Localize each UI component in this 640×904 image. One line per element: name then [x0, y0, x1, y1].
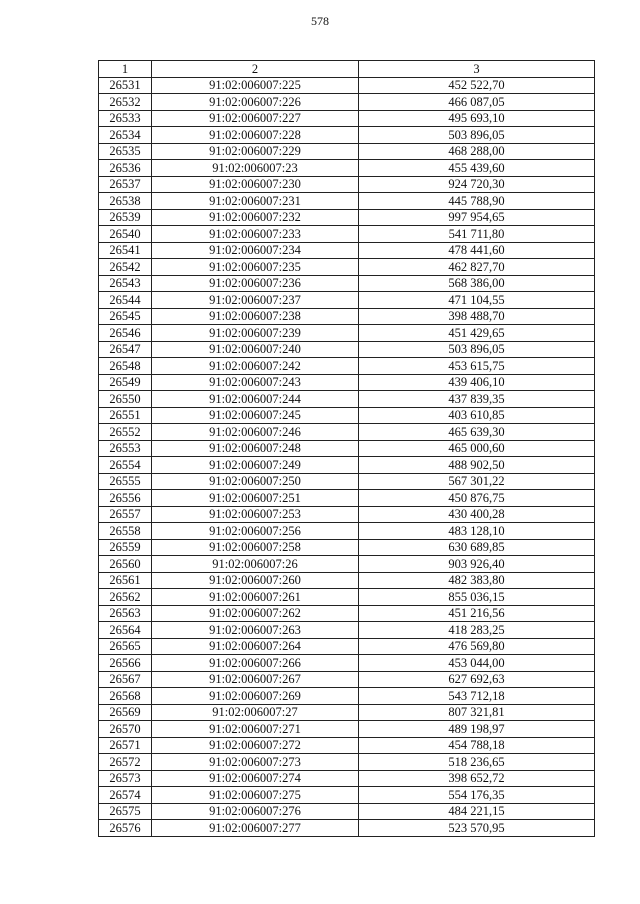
cadastral-number-cell: 91:02:006007:276: [152, 803, 359, 820]
cadastral-number-cell: 91:02:006007:23: [152, 160, 359, 177]
cadastral-value-cell: 398 652,72: [359, 770, 595, 787]
cadastral-value-table: [98, 60, 595, 837]
cadastral-value-cell: 476 569,80: [359, 638, 595, 655]
table-row: [99, 721, 595, 738]
row-number-cell: 26547: [99, 341, 152, 358]
row-number-cell: 26533: [99, 110, 152, 127]
table-row: [99, 391, 595, 408]
cadastral-value-cell: 484 221,15: [359, 803, 595, 820]
row-number-cell: 26551: [99, 407, 152, 424]
table-row: [99, 572, 595, 589]
row-number-cell: 26540: [99, 226, 152, 243]
cadastral-number-cell: 91:02:006007:27: [152, 704, 359, 721]
cadastral-value-cell: 465 000,60: [359, 440, 595, 457]
table-row: [99, 490, 595, 507]
table-row: [99, 638, 595, 655]
row-number-cell: 26562: [99, 589, 152, 606]
cadastral-value-cell: 452 522,70: [359, 77, 595, 94]
table-row: [99, 655, 595, 672]
column-header-3: 3: [359, 61, 595, 78]
table-row: [99, 589, 595, 606]
row-number-cell: 26536: [99, 160, 152, 177]
row-number-cell: 26563: [99, 605, 152, 622]
row-number-cell: 26541: [99, 242, 152, 259]
table-row: [99, 803, 595, 820]
table-row: [99, 787, 595, 804]
row-number-cell: 26539: [99, 209, 152, 226]
cadastral-value-cell: 437 839,35: [359, 391, 595, 408]
row-number-cell: 26543: [99, 275, 152, 292]
cadastral-number-cell: 91:02:006007:274: [152, 770, 359, 787]
table-row: [99, 143, 595, 160]
cadastral-value-cell: 488 902,50: [359, 457, 595, 474]
table-row: [99, 407, 595, 424]
table-row: [99, 688, 595, 705]
row-number-cell: 26545: [99, 308, 152, 325]
row-number-cell: 26531: [99, 77, 152, 94]
cadastral-value-cell: 462 827,70: [359, 259, 595, 276]
cadastral-number-cell: 91:02:006007:244: [152, 391, 359, 408]
cadastral-number-cell: 91:02:006007:238: [152, 308, 359, 325]
table-body: [99, 77, 595, 836]
cadastral-number-cell: 91:02:006007:272: [152, 737, 359, 754]
row-number-cell: 26575: [99, 803, 152, 820]
row-number-cell: 26535: [99, 143, 152, 160]
row-number-cell: 26542: [99, 259, 152, 276]
table-row: [99, 292, 595, 309]
table-row: [99, 259, 595, 276]
row-number-cell: 26556: [99, 490, 152, 507]
cadastral-number-cell: 91:02:006007:225: [152, 77, 359, 94]
row-number-cell: 26567: [99, 671, 152, 688]
cadastral-number-cell: 91:02:006007:229: [152, 143, 359, 160]
cadastral-value-cell: 478 441,60: [359, 242, 595, 259]
cadastral-value-cell: 451 216,56: [359, 605, 595, 622]
cadastral-number-cell: 91:02:006007:256: [152, 523, 359, 540]
cadastral-number-cell: 91:02:006007:226: [152, 94, 359, 111]
cadastral-value-cell: 418 283,25: [359, 622, 595, 639]
table-row: [99, 440, 595, 457]
row-number-cell: 26544: [99, 292, 152, 309]
table-row: [99, 737, 595, 754]
cadastral-value-cell: 483 128,10: [359, 523, 595, 540]
cadastral-number-cell: 91:02:006007:261: [152, 589, 359, 606]
cadastral-number-cell: 91:02:006007:236: [152, 275, 359, 292]
cadastral-value-cell: 503 896,05: [359, 341, 595, 358]
cadastral-number-cell: 91:02:006007:264: [152, 638, 359, 655]
cadastral-number-cell: 91:02:006007:237: [152, 292, 359, 309]
cadastral-value-cell: 630 689,85: [359, 539, 595, 556]
cadastral-value-cell: 471 104,55: [359, 292, 595, 309]
cadastral-number-cell: 91:02:006007:267: [152, 671, 359, 688]
table-row: [99, 457, 595, 474]
cadastral-number-cell: 91:02:006007:248: [152, 440, 359, 457]
table-row: [99, 226, 595, 243]
table-row: [99, 473, 595, 490]
cadastral-number-cell: 91:02:006007:273: [152, 754, 359, 771]
cadastral-number-cell: 91:02:006007:253: [152, 506, 359, 523]
row-number-cell: 26574: [99, 787, 152, 804]
cadastral-value-cell: 439 406,10: [359, 374, 595, 391]
table-row: [99, 275, 595, 292]
cadastral-number-cell: 91:02:006007:235: [152, 259, 359, 276]
table-row: [99, 539, 595, 556]
row-number-cell: 26555: [99, 473, 152, 490]
cadastral-value-cell: 997 954,65: [359, 209, 595, 226]
cadastral-value-cell: 482 383,80: [359, 572, 595, 589]
cadastral-value-cell: 568 386,00: [359, 275, 595, 292]
cadastral-number-cell: 91:02:006007:243: [152, 374, 359, 391]
row-number-cell: 26552: [99, 424, 152, 441]
cadastral-value-cell: 855 036,15: [359, 589, 595, 606]
table-row: [99, 556, 595, 573]
cadastral-value-cell: 455 439,60: [359, 160, 595, 177]
row-number-cell: 26532: [99, 94, 152, 111]
cadastral-value-cell: 445 788,90: [359, 193, 595, 210]
cadastral-number-cell: 91:02:006007:269: [152, 688, 359, 705]
table-row: [99, 820, 595, 837]
cadastral-number-cell: 91:02:006007:231: [152, 193, 359, 210]
cadastral-number-cell: 91:02:006007:239: [152, 325, 359, 342]
table-row: [99, 424, 595, 441]
cadastral-value-cell: 554 176,35: [359, 787, 595, 804]
cadastral-value-cell: 495 693,10: [359, 110, 595, 127]
cadastral-number-cell: 91:02:006007:240: [152, 341, 359, 358]
row-number-cell: 26558: [99, 523, 152, 540]
row-number-cell: 26571: [99, 737, 152, 754]
cadastral-value-cell: 451 429,65: [359, 325, 595, 342]
row-number-cell: 26561: [99, 572, 152, 589]
table-row: [99, 242, 595, 259]
cadastral-number-cell: 91:02:006007:271: [152, 721, 359, 738]
cadastral-number-cell: 91:02:006007:277: [152, 820, 359, 837]
cadastral-number-cell: 91:02:006007:275: [152, 787, 359, 804]
cadastral-value-cell: 454 788,18: [359, 737, 595, 754]
table-row: [99, 176, 595, 193]
table-row: [99, 193, 595, 210]
cadastral-number-cell: 91:02:006007:251: [152, 490, 359, 507]
table-row: [99, 605, 595, 622]
table-row: [99, 671, 595, 688]
row-number-cell: 26546: [99, 325, 152, 342]
row-number-cell: 26557: [99, 506, 152, 523]
row-number-cell: 26568: [99, 688, 152, 705]
row-number-cell: 26553: [99, 440, 152, 457]
cadastral-number-cell: 91:02:006007:262: [152, 605, 359, 622]
cadastral-number-cell: 91:02:006007:266: [152, 655, 359, 672]
table-row: [99, 754, 595, 771]
cadastral-value-cell: 541 711,80: [359, 226, 595, 243]
cadastral-value-cell: 468 288,00: [359, 143, 595, 160]
row-number-cell: 26554: [99, 457, 152, 474]
cadastral-value-cell: 430 400,28: [359, 506, 595, 523]
cadastral-number-cell: 91:02:006007:227: [152, 110, 359, 127]
cadastral-number-cell: 91:02:006007:258: [152, 539, 359, 556]
cadastral-value-cell: 523 570,95: [359, 820, 595, 837]
column-header-2: 2: [152, 61, 359, 78]
cadastral-value-cell: 503 896,05: [359, 127, 595, 144]
table-row: [99, 308, 595, 325]
row-number-cell: 26566: [99, 655, 152, 672]
row-number-cell: 26560: [99, 556, 152, 573]
table-row: [99, 622, 595, 639]
cadastral-value-cell: 453 044,00: [359, 655, 595, 672]
row-number-cell: 26559: [99, 539, 152, 556]
table-row: [99, 523, 595, 540]
cadastral-number-cell: 91:02:006007:263: [152, 622, 359, 639]
cadastral-value-cell: 543 712,18: [359, 688, 595, 705]
table-row: [99, 127, 595, 144]
row-number-cell: 26570: [99, 721, 152, 738]
row-number-cell: 26576: [99, 820, 152, 837]
table-row: [99, 341, 595, 358]
table-row: [99, 374, 595, 391]
row-number-cell: 26565: [99, 638, 152, 655]
cadastral-value-cell: 453 615,75: [359, 358, 595, 375]
row-number-cell: 26538: [99, 193, 152, 210]
table-row: [99, 358, 595, 375]
cadastral-number-cell: 91:02:006007:26: [152, 556, 359, 573]
cadastral-value-cell: 403 610,85: [359, 407, 595, 424]
page-number: 578: [311, 14, 329, 28]
row-number-cell: 26564: [99, 622, 152, 639]
cadastral-value-cell: 627 692,63: [359, 671, 595, 688]
column-header-1: 1: [99, 61, 152, 78]
cadastral-value-cell: 398 488,70: [359, 308, 595, 325]
row-number-cell: 26549: [99, 374, 152, 391]
cadastral-number-cell: 91:02:006007:260: [152, 572, 359, 589]
cadastral-value-cell: 924 720,30: [359, 176, 595, 193]
cadastral-number-cell: 91:02:006007:232: [152, 209, 359, 226]
cadastral-number-cell: 91:02:006007:234: [152, 242, 359, 259]
cadastral-value-cell: 465 639,30: [359, 424, 595, 441]
cadastral-number-cell: 91:02:006007:230: [152, 176, 359, 193]
cadastral-number-cell: 91:02:006007:228: [152, 127, 359, 144]
row-number-cell: 26573: [99, 770, 152, 787]
table-row: [99, 325, 595, 342]
row-number-cell: 26550: [99, 391, 152, 408]
cadastral-value-cell: 567 301,22: [359, 473, 595, 490]
row-number-cell: 26569: [99, 704, 152, 721]
table-row: [99, 704, 595, 721]
cadastral-number-cell: 91:02:006007:245: [152, 407, 359, 424]
table-row: [99, 160, 595, 177]
row-number-cell: 26572: [99, 754, 152, 771]
table-row: [99, 94, 595, 111]
table-header-row: [99, 61, 595, 78]
table-row: [99, 110, 595, 127]
table-row: [99, 770, 595, 787]
cadastral-value-cell: 466 087,05: [359, 94, 595, 111]
cadastral-value-cell: 807 321,81: [359, 704, 595, 721]
cadastral-value-cell: 489 198,97: [359, 721, 595, 738]
row-number-cell: 26534: [99, 127, 152, 144]
cadastral-value-cell: 518 236,65: [359, 754, 595, 771]
table-row: [99, 209, 595, 226]
cadastral-number-cell: 91:02:006007:249: [152, 457, 359, 474]
table-row: [99, 506, 595, 523]
cadastral-number-cell: 91:02:006007:242: [152, 358, 359, 375]
row-number-cell: 26537: [99, 176, 152, 193]
cadastral-number-cell: 91:02:006007:246: [152, 424, 359, 441]
cadastral-number-cell: 91:02:006007:250: [152, 473, 359, 490]
cadastral-value-cell: 450 876,75: [359, 490, 595, 507]
cadastral-value-cell: 903 926,40: [359, 556, 595, 573]
row-number-cell: 26548: [99, 358, 152, 375]
cadastral-number-cell: 91:02:006007:233: [152, 226, 359, 243]
table-row: [99, 77, 595, 94]
